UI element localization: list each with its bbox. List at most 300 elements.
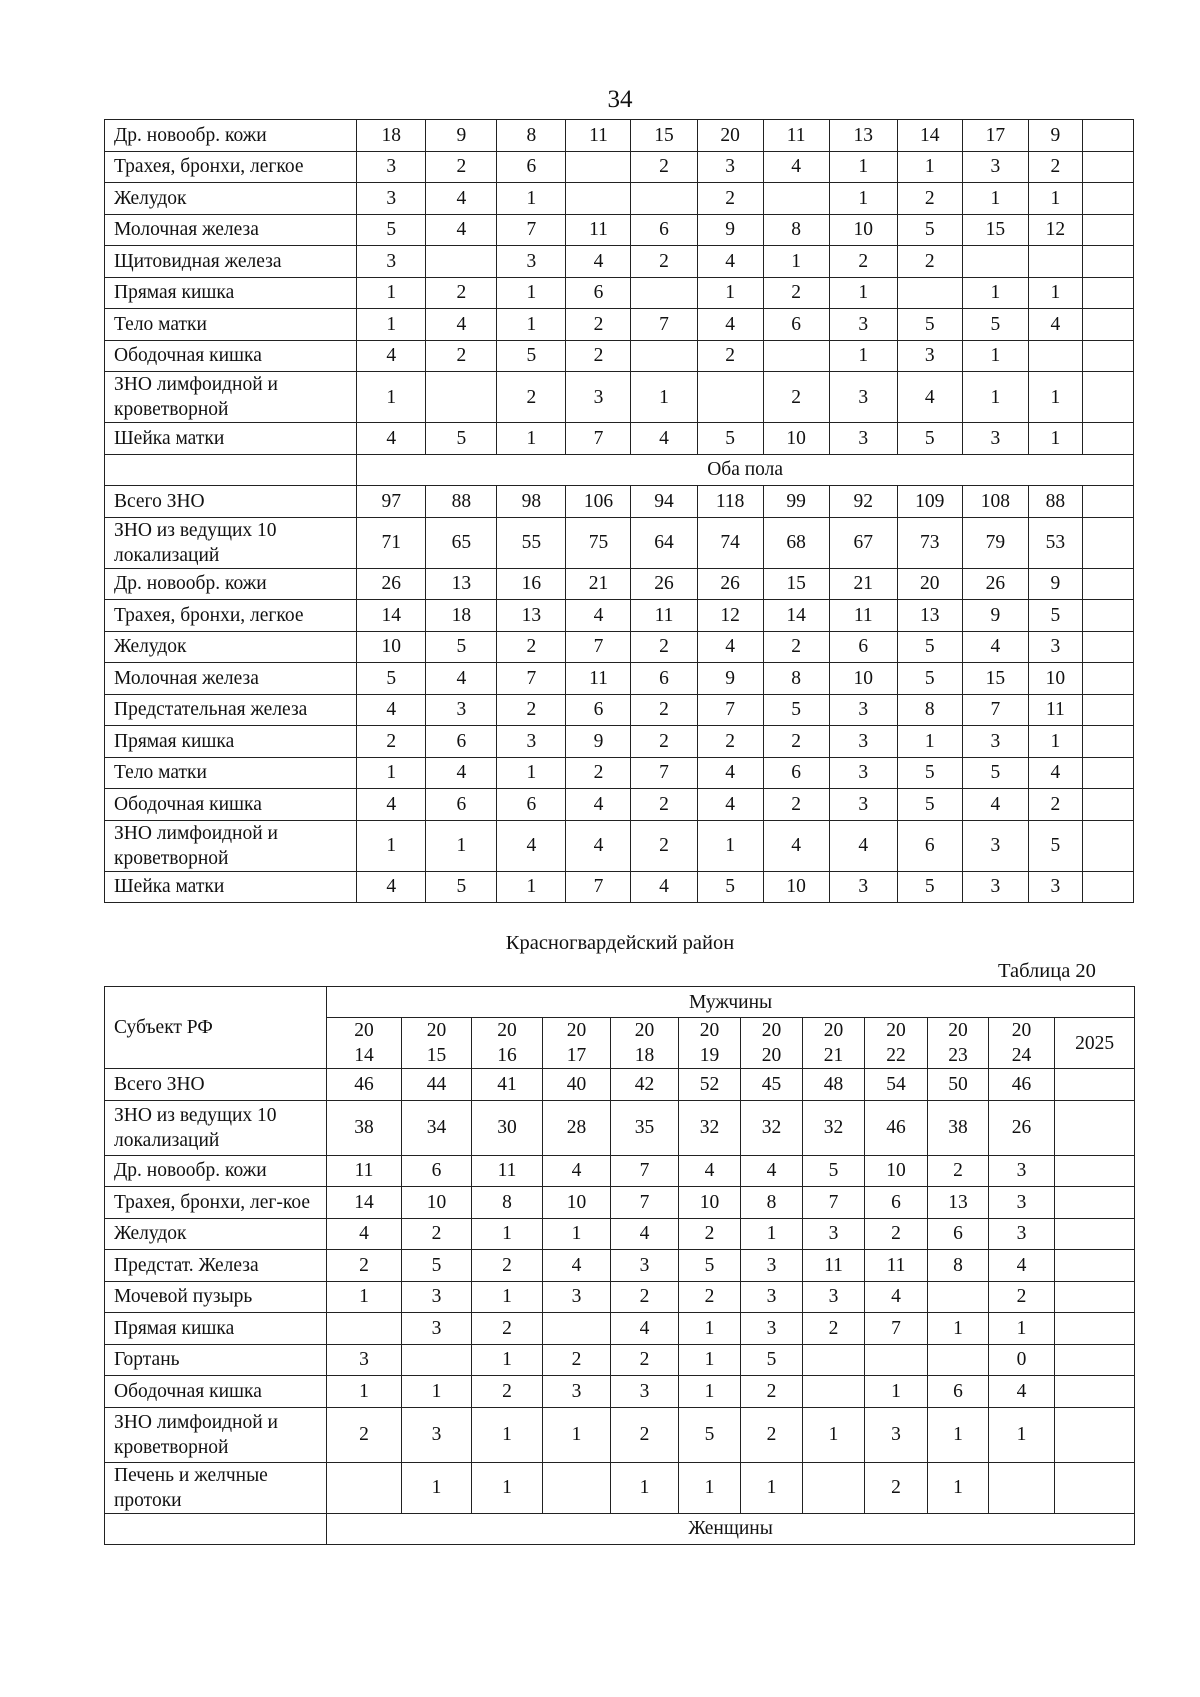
table-cell: 4 xyxy=(543,1250,611,1282)
table-cell: 2 xyxy=(566,340,631,372)
table-cell: 2 xyxy=(697,183,763,215)
table-cell xyxy=(1082,214,1133,246)
table-row xyxy=(105,820,1134,871)
table-cell xyxy=(1082,277,1133,309)
table-cell: 3 xyxy=(829,372,897,423)
table-cell: 11 xyxy=(829,600,897,632)
table-cell: 4 xyxy=(357,789,426,821)
table-cell xyxy=(1082,568,1133,600)
table-cell: 2 xyxy=(1028,789,1082,821)
table-cell: 15 xyxy=(763,568,829,600)
table-row xyxy=(105,600,1134,632)
table-cell xyxy=(1082,600,1133,632)
table-cell: 3 xyxy=(962,871,1028,903)
table-cell xyxy=(1028,246,1082,278)
table-cell: 7 xyxy=(566,423,631,455)
table-cell xyxy=(1082,517,1133,568)
table-cell: 5 xyxy=(357,214,426,246)
row-label: Щитовидная железа xyxy=(105,246,357,278)
row-label: Молочная железа xyxy=(105,214,357,246)
row-label: Трахея, бронхи, легкое xyxy=(105,151,357,183)
year-header-bottom: 24 xyxy=(1011,1045,1032,1066)
table-cell: 4 xyxy=(357,340,426,372)
row-label: Др. новообр. кожи xyxy=(105,568,357,600)
table-cell: 4 xyxy=(897,372,962,423)
table-cell: 10 xyxy=(543,1187,611,1219)
table-cell: 2 xyxy=(763,726,829,758)
table-cell: 5 xyxy=(803,1155,865,1187)
table-cell: 2 xyxy=(497,372,566,423)
table-cell: 3 xyxy=(357,246,426,278)
table-cell: 92 xyxy=(829,486,897,518)
table-row xyxy=(105,183,1134,215)
table-cell: 7 xyxy=(497,214,566,246)
table-row xyxy=(105,663,1134,695)
table-cell: 1 xyxy=(897,726,962,758)
table-cell: 4 xyxy=(631,871,697,903)
table-caption: Красногвардейский район xyxy=(505,932,735,954)
table-cell: 5 xyxy=(897,789,962,821)
table-cell: 4 xyxy=(763,151,829,183)
table-cell: 1 xyxy=(357,757,426,789)
table-cell: 6 xyxy=(566,277,631,309)
table-cell: 5 xyxy=(679,1250,741,1282)
table-cell: 1 xyxy=(402,1462,472,1513)
table-cell: 18 xyxy=(426,600,497,632)
table-row xyxy=(105,120,1134,152)
table-cell: 7 xyxy=(611,1155,679,1187)
table-cell xyxy=(803,1462,865,1513)
table-cell: 1 xyxy=(497,871,566,903)
table-cell: 1 xyxy=(928,1407,989,1462)
table-cell: 32 xyxy=(679,1100,741,1155)
table-cell: 18 xyxy=(357,120,426,152)
section-corner-cell xyxy=(105,454,357,486)
table-cell: 1 xyxy=(741,1218,803,1250)
table-number: Таблица 20 xyxy=(998,960,1096,982)
table-cell: 3 xyxy=(962,820,1028,871)
year-header xyxy=(741,1018,803,1069)
table-cell: 2 xyxy=(741,1376,803,1408)
table-cell: 1 xyxy=(402,1376,472,1408)
table-cell: 109 xyxy=(897,486,962,518)
year-header-top: 20 xyxy=(634,1020,655,1041)
page-number: 34 xyxy=(607,86,633,113)
table-cell: 7 xyxy=(497,663,566,695)
table-cell: 4 xyxy=(566,246,631,278)
table-row xyxy=(105,1218,1135,1250)
row-label: Прямая кишка xyxy=(105,277,357,309)
table-cell: 46 xyxy=(989,1069,1055,1101)
table-cell: 54 xyxy=(865,1069,928,1101)
table-cell xyxy=(1082,120,1133,152)
table-cell: 8 xyxy=(897,694,962,726)
row-label: Желудок xyxy=(105,1218,327,1250)
row-label: Др. новообр. кожи xyxy=(105,120,357,152)
table-cell: 6 xyxy=(497,151,566,183)
table-cell: 0 xyxy=(989,1344,1055,1376)
table-cell: 4 xyxy=(697,757,763,789)
table-cell: 2 xyxy=(631,789,697,821)
table-cell: 4 xyxy=(697,309,763,341)
table-cell: 5 xyxy=(897,309,962,341)
table-cell: 1 xyxy=(357,277,426,309)
table-cell: 3 xyxy=(989,1218,1055,1250)
table-row xyxy=(105,340,1134,372)
table-cell xyxy=(1055,1344,1135,1376)
table-cell: 3 xyxy=(402,1281,472,1313)
row-label: Трахея, бронхи, легкое xyxy=(105,600,357,632)
table-cell: 30 xyxy=(472,1100,543,1155)
table-cell: 9 xyxy=(697,663,763,695)
table-cell: 2 xyxy=(741,1407,803,1462)
table-cell: 1 xyxy=(327,1376,402,1408)
table-cell xyxy=(1055,1250,1135,1282)
table-cell: 1 xyxy=(1028,277,1082,309)
table-cell: 5 xyxy=(402,1250,472,1282)
table-cell: 3 xyxy=(741,1281,803,1313)
table-cell: 4 xyxy=(497,820,566,871)
table-cell: 97 xyxy=(357,486,426,518)
year-header-top: 20 xyxy=(497,1020,517,1041)
table-cell: 6 xyxy=(763,757,829,789)
table-cell: 53 xyxy=(1028,517,1082,568)
table-row xyxy=(105,423,1134,455)
table-cell: 2 xyxy=(566,309,631,341)
table-cell xyxy=(928,1281,989,1313)
table-cell: 1 xyxy=(543,1218,611,1250)
table-cell: 4 xyxy=(1028,309,1082,341)
year-header xyxy=(803,1018,865,1069)
table-cell xyxy=(803,1344,865,1376)
row-label: ЗНО лимфоидной и кроветворной xyxy=(105,372,357,423)
table-cell: 3 xyxy=(829,789,897,821)
table-cell: 2 xyxy=(631,631,697,663)
table-cell: 1 xyxy=(472,1462,543,1513)
table-cell xyxy=(1082,423,1133,455)
table-cell: 4 xyxy=(631,423,697,455)
table-cell: 48 xyxy=(803,1069,865,1101)
table-cell: 74 xyxy=(697,517,763,568)
year-header xyxy=(679,1018,741,1069)
table-row xyxy=(105,372,1134,423)
row-label: Предстат. Железа xyxy=(105,1250,327,1282)
table-cell: 2 xyxy=(763,631,829,663)
table-cell xyxy=(426,246,497,278)
table-cell xyxy=(1082,246,1133,278)
table-cell: 6 xyxy=(402,1155,472,1187)
year-header-top: 20 xyxy=(886,1020,906,1041)
table-cell: 3 xyxy=(897,340,962,372)
table-cell: 4 xyxy=(426,757,497,789)
subject-header: Субъект РФ xyxy=(105,987,327,1069)
table-cell: 4 xyxy=(566,789,631,821)
table-cell: 6 xyxy=(897,820,962,871)
table-cell xyxy=(1055,1069,1135,1101)
year-header-bottom: 14 xyxy=(354,1045,374,1066)
table-cell: 6 xyxy=(829,631,897,663)
table-cell: 3 xyxy=(327,1344,402,1376)
row-label: Прямая кишка xyxy=(105,726,357,758)
table-cell: 3 xyxy=(741,1313,803,1345)
table-cell: 1 xyxy=(829,340,897,372)
row-label: Тело матки xyxy=(105,757,357,789)
table-row xyxy=(105,1344,1135,1376)
table-cell xyxy=(928,1344,989,1376)
row-label: Печень и желчные протоки xyxy=(105,1462,327,1513)
table-cell: 2 xyxy=(1028,151,1082,183)
year-header xyxy=(865,1018,928,1069)
table-cell: 1 xyxy=(472,1407,543,1462)
table-row xyxy=(105,1281,1135,1313)
table-cell: 1 xyxy=(803,1407,865,1462)
table-cell xyxy=(402,1344,472,1376)
table-cell: 26 xyxy=(697,568,763,600)
table-cell: 2 xyxy=(865,1218,928,1250)
table-cell: 1 xyxy=(472,1281,543,1313)
table-cell xyxy=(631,183,697,215)
row-label: Желудок xyxy=(105,631,357,663)
table-cell: 5 xyxy=(426,871,497,903)
table-cell: 1 xyxy=(928,1313,989,1345)
year-header-bottom: 23 xyxy=(948,1045,968,1066)
table-cell: 1 xyxy=(962,183,1028,215)
data-table-top xyxy=(104,119,1134,903)
table-cell xyxy=(1082,820,1133,871)
table-cell xyxy=(566,183,631,215)
table-cell: 10 xyxy=(865,1155,928,1187)
table-cell: 118 xyxy=(697,486,763,518)
table-cell: 26 xyxy=(357,568,426,600)
year-header xyxy=(989,1018,1055,1069)
table-cell: 2 xyxy=(357,726,426,758)
table-cell: 15 xyxy=(962,663,1028,695)
table-cell: 1 xyxy=(497,757,566,789)
year-header-top: 20 xyxy=(566,1020,587,1041)
table-cell: 1 xyxy=(679,1344,741,1376)
table-cell: 2 xyxy=(631,820,697,871)
row-label: Др. новообр. кожи xyxy=(105,1155,327,1187)
table-cell: 2 xyxy=(763,372,829,423)
table-cell: 2 xyxy=(631,246,697,278)
table-row xyxy=(105,757,1134,789)
table-cell: 1 xyxy=(497,183,566,215)
table-cell xyxy=(1055,1187,1135,1219)
table-cell: 1 xyxy=(865,1376,928,1408)
table-cell xyxy=(1082,694,1133,726)
table-cell: 2 xyxy=(865,1462,928,1513)
table-cell: 10 xyxy=(763,871,829,903)
table-cell: 13 xyxy=(928,1187,989,1219)
table-cell: 1 xyxy=(631,372,697,423)
table-cell: 3 xyxy=(611,1250,679,1282)
data-table-bottom xyxy=(104,986,1135,1545)
table-cell: 1 xyxy=(357,372,426,423)
table-cell: 1 xyxy=(829,183,897,215)
table-cell: 9 xyxy=(566,726,631,758)
table-cell: 1 xyxy=(679,1376,741,1408)
table-cell: 2 xyxy=(472,1376,543,1408)
table-cell: 5 xyxy=(897,871,962,903)
year-header-bottom: 22 xyxy=(886,1045,906,1066)
table-cell: 1 xyxy=(962,340,1028,372)
table-cell: 88 xyxy=(1028,486,1082,518)
table-cell: 1 xyxy=(962,372,1028,423)
table-cell: 13 xyxy=(897,600,962,632)
table-cell: 3 xyxy=(865,1407,928,1462)
year-header-top: 20 xyxy=(948,1020,968,1041)
table-cell: 3 xyxy=(803,1281,865,1313)
table-cell: 1 xyxy=(763,246,829,278)
table-cell: 4 xyxy=(679,1155,741,1187)
table-cell: 6 xyxy=(426,726,497,758)
row-label: Тело матки xyxy=(105,309,357,341)
table-cell: 4 xyxy=(829,820,897,871)
table-cell: 40 xyxy=(543,1069,611,1101)
table-cell: 5 xyxy=(962,309,1028,341)
table-cell: 1 xyxy=(1028,423,1082,455)
year-header-top: 20 xyxy=(699,1020,720,1041)
row-label: Мочевой пузырь xyxy=(105,1281,327,1313)
table-cell: 1 xyxy=(989,1313,1055,1345)
section-title: Оба пола xyxy=(357,454,1134,486)
table-cell: 2 xyxy=(928,1155,989,1187)
table-cell xyxy=(1082,757,1133,789)
table-cell: 5 xyxy=(897,214,962,246)
row-label: Предстательная железа xyxy=(105,694,357,726)
table-cell: 11 xyxy=(763,120,829,152)
table-cell: 7 xyxy=(566,871,631,903)
table-cell: 2 xyxy=(327,1250,402,1282)
table-cell: 10 xyxy=(763,423,829,455)
table-cell: 13 xyxy=(426,568,497,600)
row-label: ЗНО лимфоидной и кроветворной xyxy=(105,1407,327,1462)
table-cell: 14 xyxy=(763,600,829,632)
table-cell: 15 xyxy=(631,120,697,152)
table-row xyxy=(105,568,1134,600)
table-cell: 5 xyxy=(697,871,763,903)
table-cell: 3 xyxy=(829,871,897,903)
table-row xyxy=(105,1462,1135,1513)
table-cell: 4 xyxy=(741,1155,803,1187)
table-row xyxy=(105,1250,1135,1282)
table-cell: 6 xyxy=(631,663,697,695)
table-cell: 34 xyxy=(402,1100,472,1155)
year-header-top: 20 xyxy=(354,1020,374,1041)
table-cell: 12 xyxy=(697,600,763,632)
table-cell: 71 xyxy=(357,517,426,568)
table-cell: 3 xyxy=(962,423,1028,455)
table-cell: 2 xyxy=(763,277,829,309)
table-cell: 2 xyxy=(897,246,962,278)
table-cell: 1 xyxy=(829,151,897,183)
table-cell: 1 xyxy=(497,277,566,309)
table-cell: 8 xyxy=(741,1187,803,1219)
table-cell: 3 xyxy=(543,1281,611,1313)
table-cell xyxy=(1055,1100,1135,1155)
table-cell: 2 xyxy=(497,631,566,663)
table-cell: 4 xyxy=(543,1155,611,1187)
table-cell: 94 xyxy=(631,486,697,518)
year-header xyxy=(327,1018,402,1069)
table-cell: 10 xyxy=(829,214,897,246)
table-cell: 4 xyxy=(566,820,631,871)
table-cell: 5 xyxy=(741,1344,803,1376)
table-cell: 3 xyxy=(829,757,897,789)
table-cell: 6 xyxy=(631,214,697,246)
table-cell xyxy=(1055,1462,1135,1513)
section-row xyxy=(105,1513,1135,1545)
table-cell xyxy=(1082,631,1133,663)
table-cell: 4 xyxy=(962,789,1028,821)
table-cell: 75 xyxy=(566,517,631,568)
table-cell: 1 xyxy=(1028,372,1082,423)
table-cell: 2 xyxy=(679,1218,741,1250)
year-header xyxy=(472,1018,543,1069)
table-cell xyxy=(1082,372,1133,423)
table-cell xyxy=(1082,871,1133,903)
table-cell: 9 xyxy=(962,600,1028,632)
table-cell: 3 xyxy=(803,1218,865,1250)
table-cell xyxy=(865,1344,928,1376)
table-cell: 3 xyxy=(426,694,497,726)
table-cell: 5 xyxy=(897,423,962,455)
table-cell: 65 xyxy=(426,517,497,568)
table-cell: 2 xyxy=(803,1313,865,1345)
table-cell xyxy=(1055,1218,1135,1250)
year-header xyxy=(402,1018,472,1069)
table-cell: 2 xyxy=(426,340,497,372)
table-cell: 11 xyxy=(566,663,631,695)
table-cell xyxy=(1082,726,1133,758)
table-cell: 4 xyxy=(357,423,426,455)
table-cell: 32 xyxy=(803,1100,865,1155)
row-label: ЗНО лимфоидной и кроветворной xyxy=(105,820,357,871)
year-header-bottom: 18 xyxy=(634,1045,655,1066)
table-cell: 20 xyxy=(697,120,763,152)
table-cell: 26 xyxy=(962,568,1028,600)
table-cell: 3 xyxy=(989,1187,1055,1219)
table-cell: 2 xyxy=(631,151,697,183)
table-row xyxy=(105,1100,1135,1155)
table-row xyxy=(105,277,1134,309)
table-cell: 6 xyxy=(497,789,566,821)
table-cell: 3 xyxy=(962,151,1028,183)
table-cell: 2 xyxy=(327,1407,402,1462)
table-cell: 4 xyxy=(426,214,497,246)
table-cell: 6 xyxy=(928,1218,989,1250)
table-cell: 1 xyxy=(697,820,763,871)
table-cell xyxy=(631,277,697,309)
table-cell: 2 xyxy=(679,1281,741,1313)
table-cell xyxy=(1055,1313,1135,1345)
table-cell: 4 xyxy=(962,631,1028,663)
table-cell xyxy=(962,246,1028,278)
row-label: Прямая кишка xyxy=(105,1313,327,1345)
table-cell: 5 xyxy=(763,694,829,726)
table-cell: 5 xyxy=(897,757,962,789)
row-label: Ободочная кишка xyxy=(105,789,357,821)
table-cell: 4 xyxy=(426,663,497,695)
table-cell: 2 xyxy=(472,1313,543,1345)
table-row xyxy=(105,1376,1135,1408)
table-cell: 4 xyxy=(763,820,829,871)
table-cell xyxy=(989,1462,1055,1513)
table-cell: 2 xyxy=(697,340,763,372)
table-cell: 108 xyxy=(962,486,1028,518)
table-cell: 73 xyxy=(897,517,962,568)
table-cell xyxy=(1055,1281,1135,1313)
